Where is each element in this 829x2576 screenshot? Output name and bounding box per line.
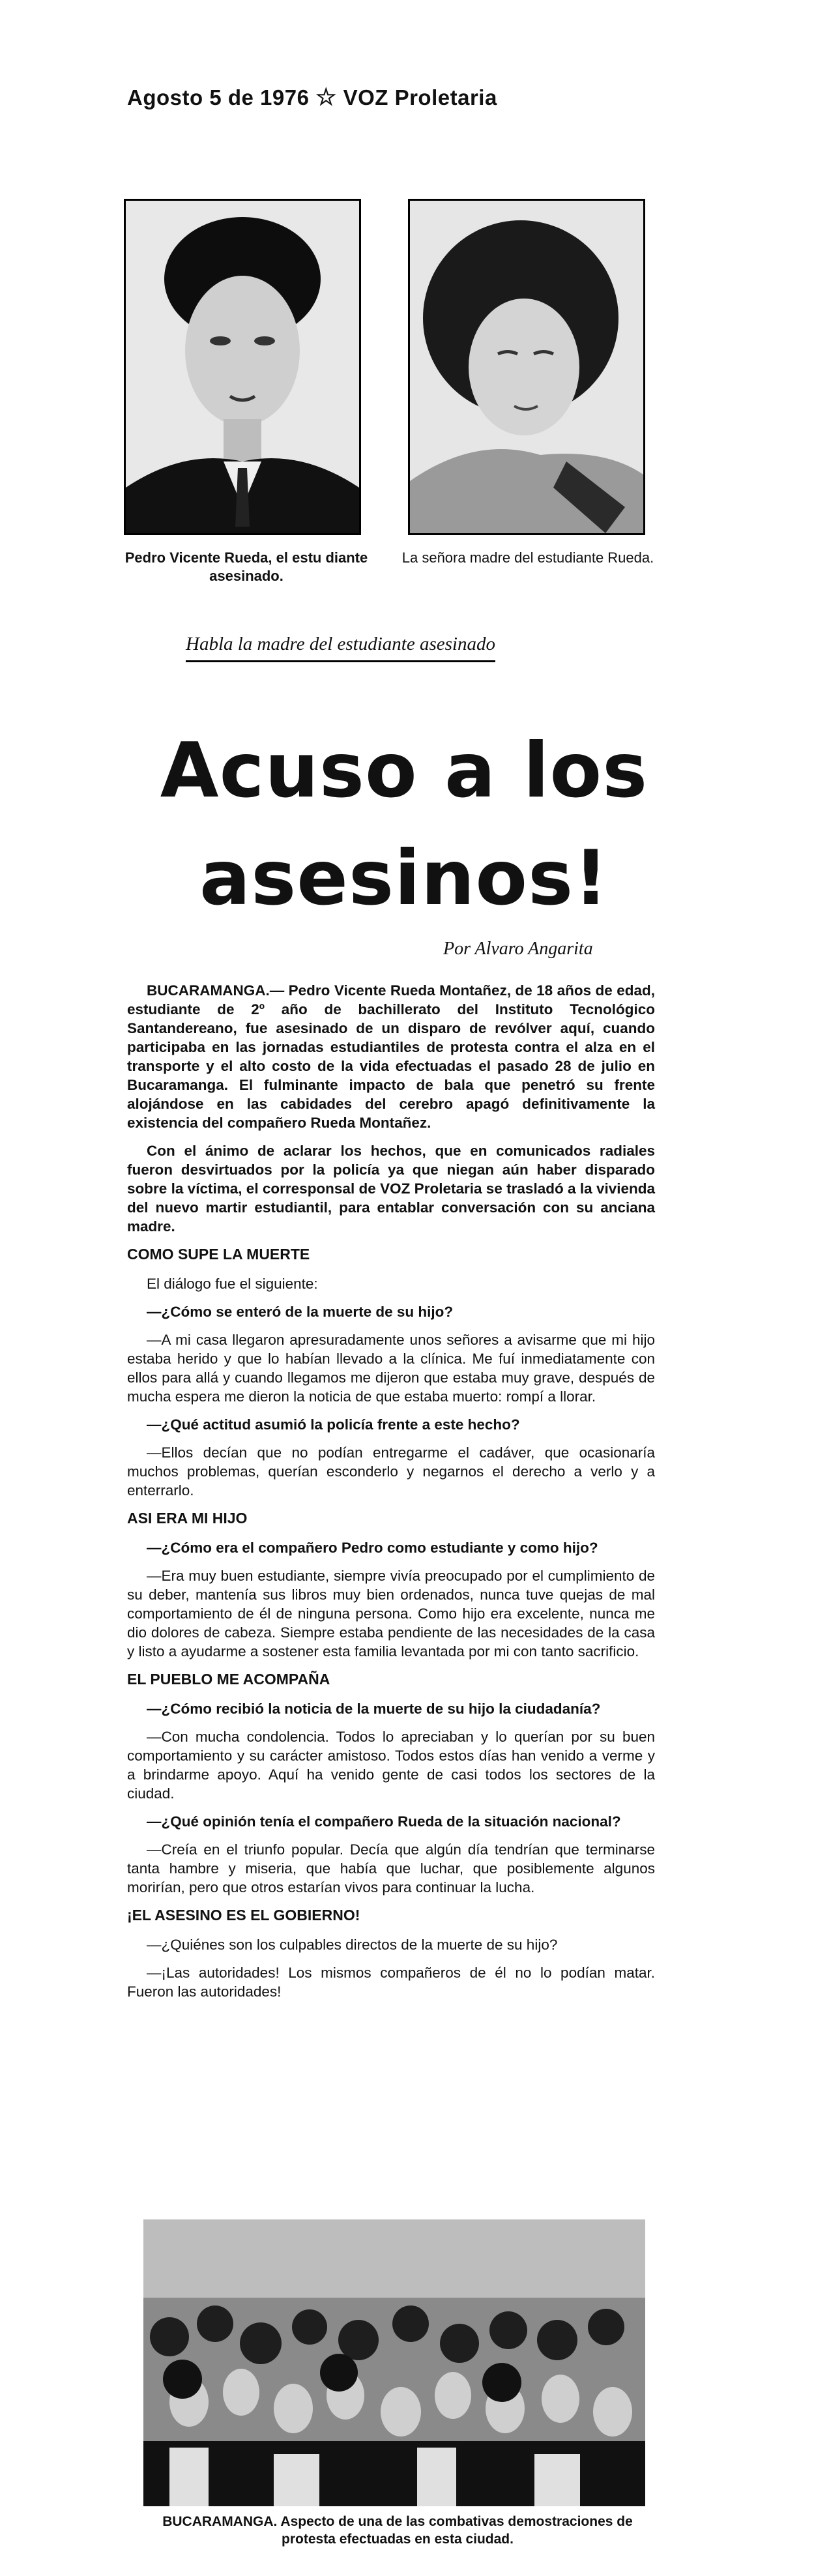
headline-line-1: Acuso a los [160,727,648,815]
question-1: —¿Cómo se enteró de la muerte de su hijo? [147,1304,454,1320]
mother-portrait-photo [408,199,645,535]
newspaper-header [127,83,497,111]
article-headline [98,717,710,932]
question-2: —¿Qué actitud asumió la policía frente a este hecho? [147,1416,520,1433]
star-icon: ☆ [315,83,337,110]
subheading-pueblo: EL PUEBLO ME ACOMPAÑA [127,1671,330,1688]
subheading-como-supe: COMO SUPE LA MUERTE [127,1246,310,1263]
issue-date: Agosto 5 de 1976 [127,85,310,110]
protest-crowd-photo [143,2219,645,2506]
question-3: —¿Cómo era el compañero Pedro como estudiante y como hijo? [147,1540,598,1556]
question-4: —¿Cómo recibió la noticia de la muerte de su hijo la ciudadanía? [147,1701,601,1717]
answer-4: —Con mucha condolencia. Todos lo apreciaban y lo querían por su buen comportamiento y su carácter amistoso. Todos estos días han venido a verme y a brindarme apoyo. Aquí ha venido gente de casi todos los sectores de la ciudad. [127,1729,655,1802]
protest-photo-caption: BUCARAMANGA. Aspecto de una de las combativas demostraciones de protesta efectuadas en esta ciudad. [162,2514,633,2547]
headline-line-2: asesinos! [199,834,609,922]
answer-3: —Era muy buen estudiante, siempre vivía preocupado por el cumplimiento de su deber, mantenía sus libros muy bien ordenados, nunca tuve quejas de mal comportamiento de él de ninguna persona. Como hijo era excelente, nunca me dio dolores de cabeza. Siempre estaba pendiente de las necesidades de la casa y listo a ayudarme a sostener esta familia levantada por mi con tanto sacrificio. [127,1568,655,1660]
answer-1: —A mi casa llegaron apresuradamente unos señores a avisarme que mi hijo estaba herido y que lo habían llevado a la clínica. Me fuí inmediatamente con ellos para allá y cuando llegamos me dijeron que estaba muy grave, después de mucha espera me dieron la noticia de que estaba muerto: rompí a llorar. [127,1332,655,1405]
paragraph-lead: BUCARAMANGA.— Pedro Vicente Rueda Montañez, de 18 años de edad, estudiante de 2º año de bachillerato del Instituto Tecnológico Santandereano, fue asesinado de un disparo de revólver aquí, cuando participaba en las jornadas estudiantiles de protesta contra el alza en el transporte y el alto costo de la vida efectuadas el pasado 28 de julio en Bucaramanga. El fulminante impacto de bala que penetró su frente alojándose en las cabidades del cerebro apagó definitivamente la existencia del compañero Rueda Montañez. [127,982,655,1131]
subheading-asesino: ¡EL ASESINO ES EL GOBIERNO! [127,1907,360,1924]
student-photo-caption: Pedro Vicente Rueda, el estu diante asesinado. [124,549,368,584]
answer-2: —Ellos decían que no podían entregarme el cadáver, que ocasionaría muchos problemas, querían esconderlo y negarnos el derecho a verlo y a enterrarlo. [127,1444,655,1499]
article-body [127,981,655,2010]
question-6: —¿Quiénes son los culpables directos de la muerte de su hijo? [147,1937,558,1953]
mother-photo-caption: La señora madre del estudiante Rueda. [401,549,654,566]
article-byline: Por Alvaro Angarita [443,939,593,959]
publication-name: VOZ Proletaria [343,85,497,110]
paragraph-dialog-intro: El diálogo fue el siguiente: [147,1276,318,1292]
question-5: —¿Qué opinión tenía el compañero Rueda de la situación nacional? [147,1813,621,1830]
answer-5: —Creía en el triunfo popular. Decía que algún día tendrían que terminarse tanta hambre y miseria, que había que luchar, que posiblemente algunos morirían, pero que otros estarían vivos para continuar la lucha. [127,1841,655,1895]
subheading-asi-era: ASI ERA MI HIJO [127,1510,248,1527]
article-kicker: Habla la madre del estudiante asesinado [186,634,495,662]
answer-6: —¡Las autoridades! Los mismos compañeros de él no lo podían matar. Fueron las autoridades! [127,1965,655,2000]
student-portrait-photo [124,199,361,535]
paragraph-context: Con el ánimo de aclarar los hechos, que en comunicados radiales fueron desvirtuados por la policía ya que niegan aún haber disparado sobre la víctima, el corresponsal de VOZ Proletaria se trasladó a la vivienda del nuevo martir estudiantil, para entablar conversación con su anciana madre. [127,1143,655,1235]
